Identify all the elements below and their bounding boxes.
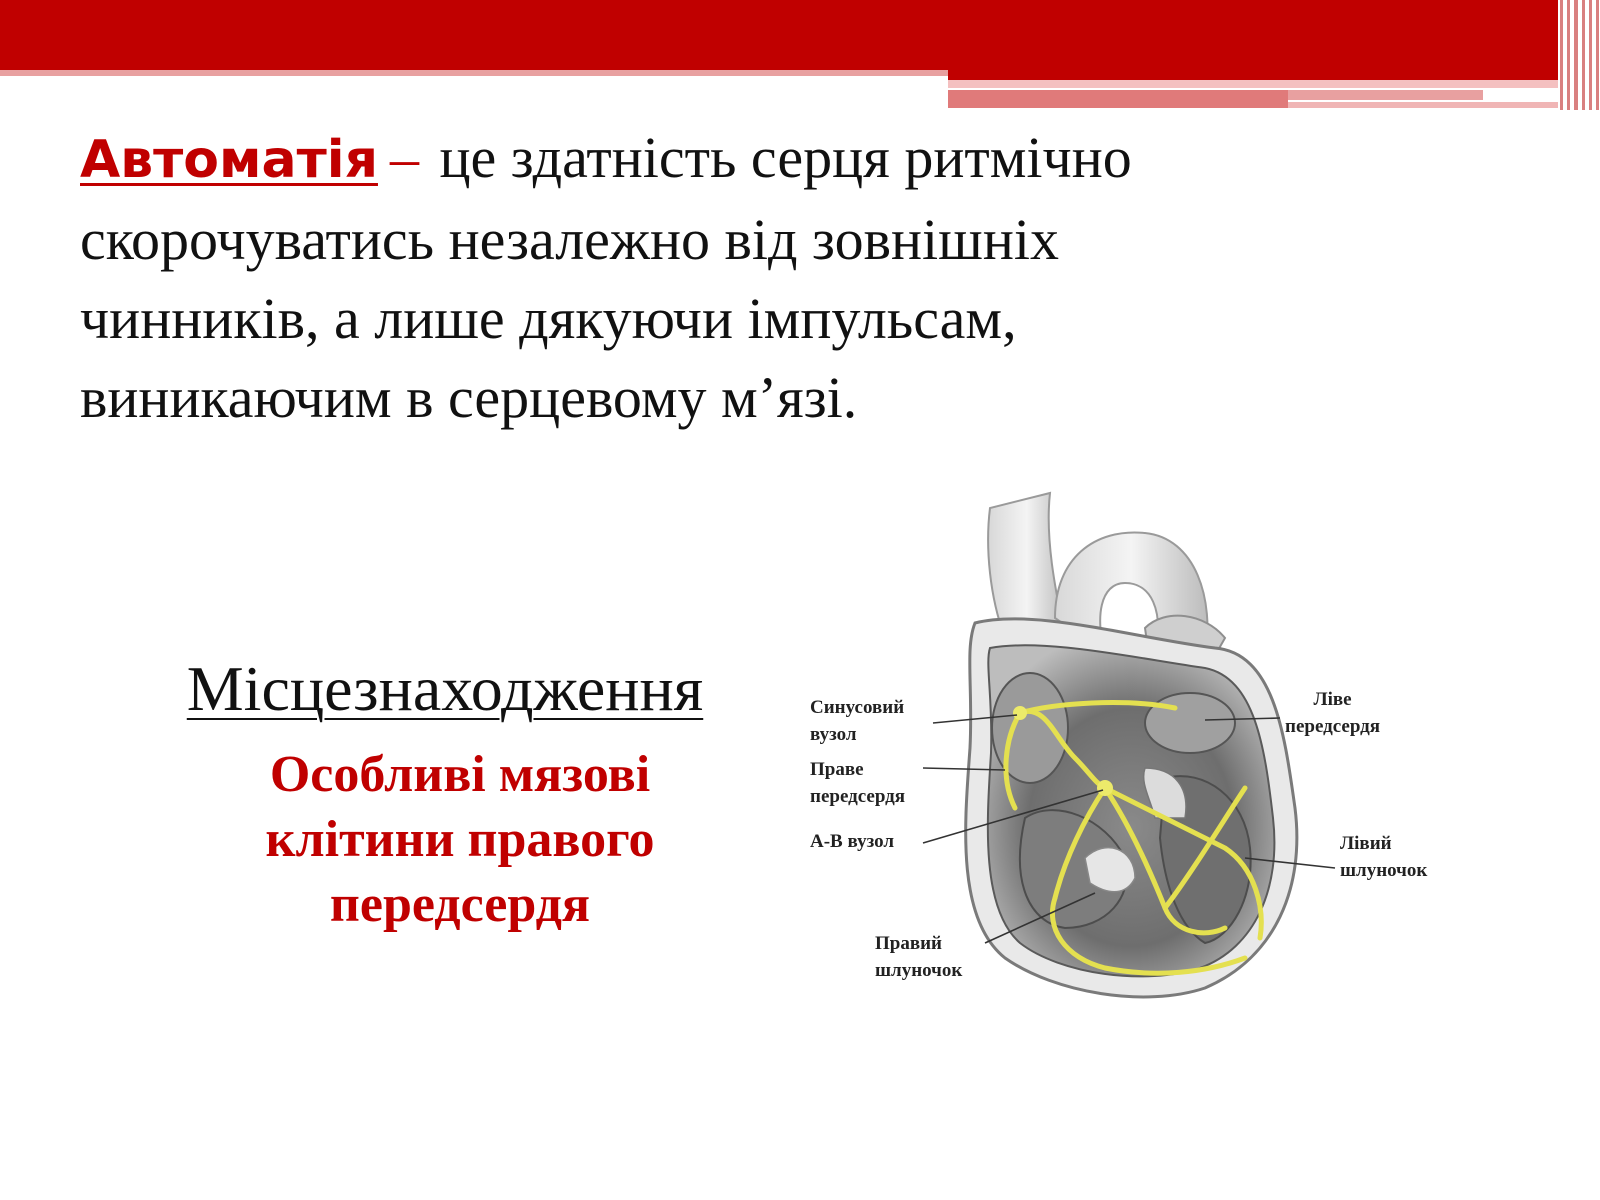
heart-conduction-diagram <box>805 488 1475 1013</box>
definition-dash: – <box>389 125 419 190</box>
label-left-atrium: Ліве передсердя <box>1285 689 1381 737</box>
location-description: Особливі мязові клітини правого передсердя <box>265 746 655 933</box>
definition-term: Автоматія <box>80 130 378 190</box>
label-av-node: А-В вузол <box>810 831 895 852</box>
label-sinus-node: Синусовий вузол <box>810 697 905 745</box>
label-left-ventricle: Лівий шлуночок <box>1340 833 1428 881</box>
decorative-stripes <box>1558 0 1600 110</box>
location-heading: Місцезнаходження <box>186 653 704 724</box>
definition-text: це здатність серця ритмічно скорочуватись незалежно від зовнішніх чинників, а лише дякуючи імпульсам, виникаючим в серцевому м’язі. <box>80 125 1132 430</box>
label-right-atrium: Праве передсердя <box>810 759 906 807</box>
definition-paragraph <box>80 118 1280 437</box>
label-right-ventricle: Правий шлуночок <box>875 933 963 981</box>
